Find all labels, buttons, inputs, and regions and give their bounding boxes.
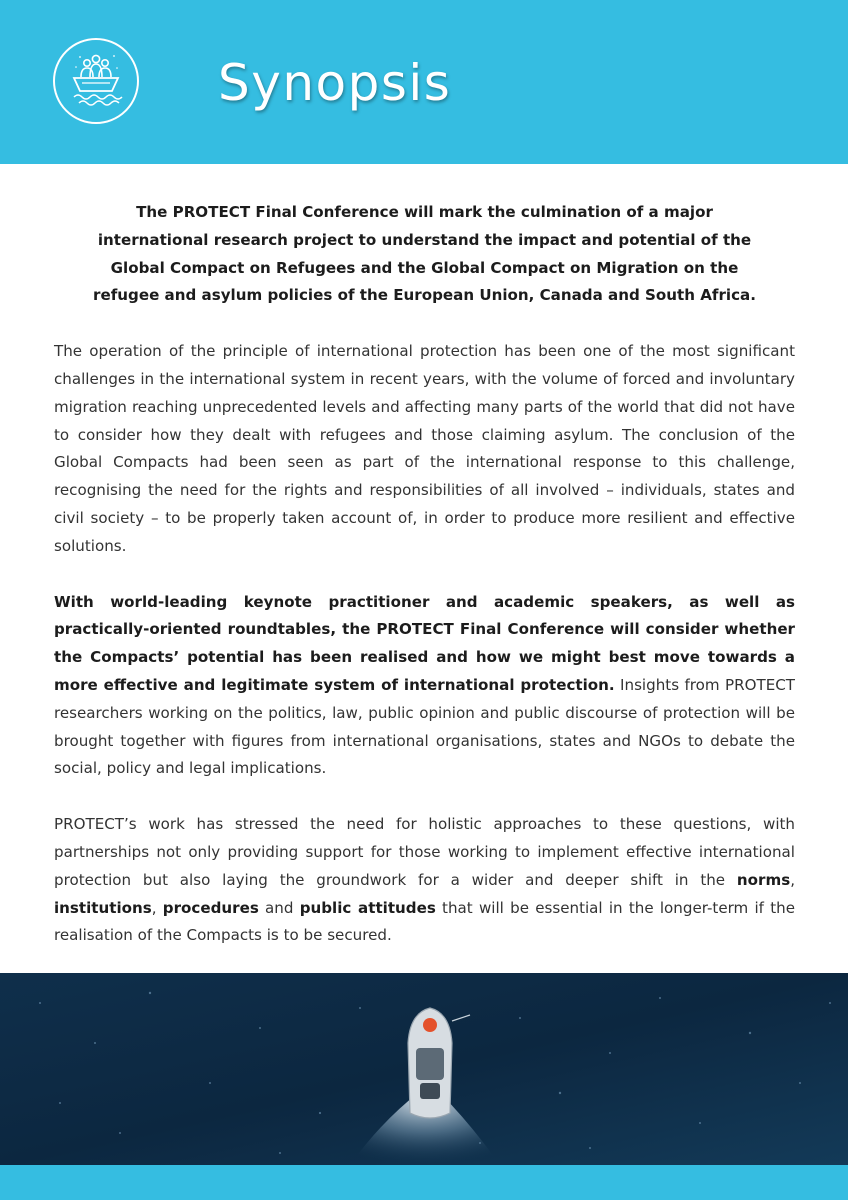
- keyword-procedures: procedures: [162, 898, 259, 917]
- conference-highlight: With world-leading keynote practitioner and academic speakers, as well as practically-oriented roundtables, the PROTECT Final Conference will consider whether the Compacts’ potential has been realised and how we might best move towards a more effective and legitimate system of international protection.: [54, 592, 795, 694]
- keyword-institutions: institutions: [54, 898, 152, 917]
- sea-illustration: [0, 973, 848, 1165]
- text-segment: PROTECT’s work has stressed the need for holistic approaches to these questions, with partnerships not only providing support for those working to implement effective international protection but also laying the groundwork for a wider and deeper shift in the: [54, 815, 795, 889]
- text-segment: that will be essential in the longer-term if the realisation of the Compacts is to be secured.: [54, 898, 796, 945]
- text-segment: ,: [790, 870, 795, 889]
- paragraph-holistic: [54, 811, 795, 950]
- text-segment: and: [258, 898, 300, 917]
- paragraph-conference: [54, 589, 795, 784]
- footer-band: [0, 1165, 848, 1200]
- intro-paragraph: The PROTECT Final Conference will mark the culmination of a major international research project to understand the impact and potential of the Global Compact on Refugees and the Global Compact on Migration on the refugee and asylum policies of the European Union, Canada and South Africa.: [93, 203, 756, 305]
- page-title: Synopsis: [218, 54, 452, 112]
- keyword-norms: norms: [736, 870, 791, 889]
- synopsis-body: [54, 199, 795, 978]
- keyword-public-attitudes: public attitudes: [299, 898, 436, 917]
- boat-on-sea-photo: [0, 973, 848, 1165]
- paragraph-context: The operation of the principle of international protection has been one of the most significant challenges in the international system in recent years, with the volume of forced and involuntary migration reaching unprecedented levels and affecting many parts of the world that did not have to consider how they dealt with refugees and those claiming asylum. The conclusion of the Global Compacts had been seen as part of the international response to this challenge, recognising the need for the rights and responsibilities of all involved – individuals, states and civil society – to be properly taken account of, in order to produce more resilient and effective solutions.: [54, 342, 795, 555]
- text-segment: ,: [151, 898, 163, 917]
- conference-details: Insights from PROTECT researchers working on the politics, law, public opinion and public discourse of protection will be brought together with figures from international organisations, states and NGOs to debate the social, policy and legal implications.: [54, 675, 795, 778]
- refugee-boat-icon: [52, 37, 140, 125]
- header-banner: [0, 0, 848, 164]
